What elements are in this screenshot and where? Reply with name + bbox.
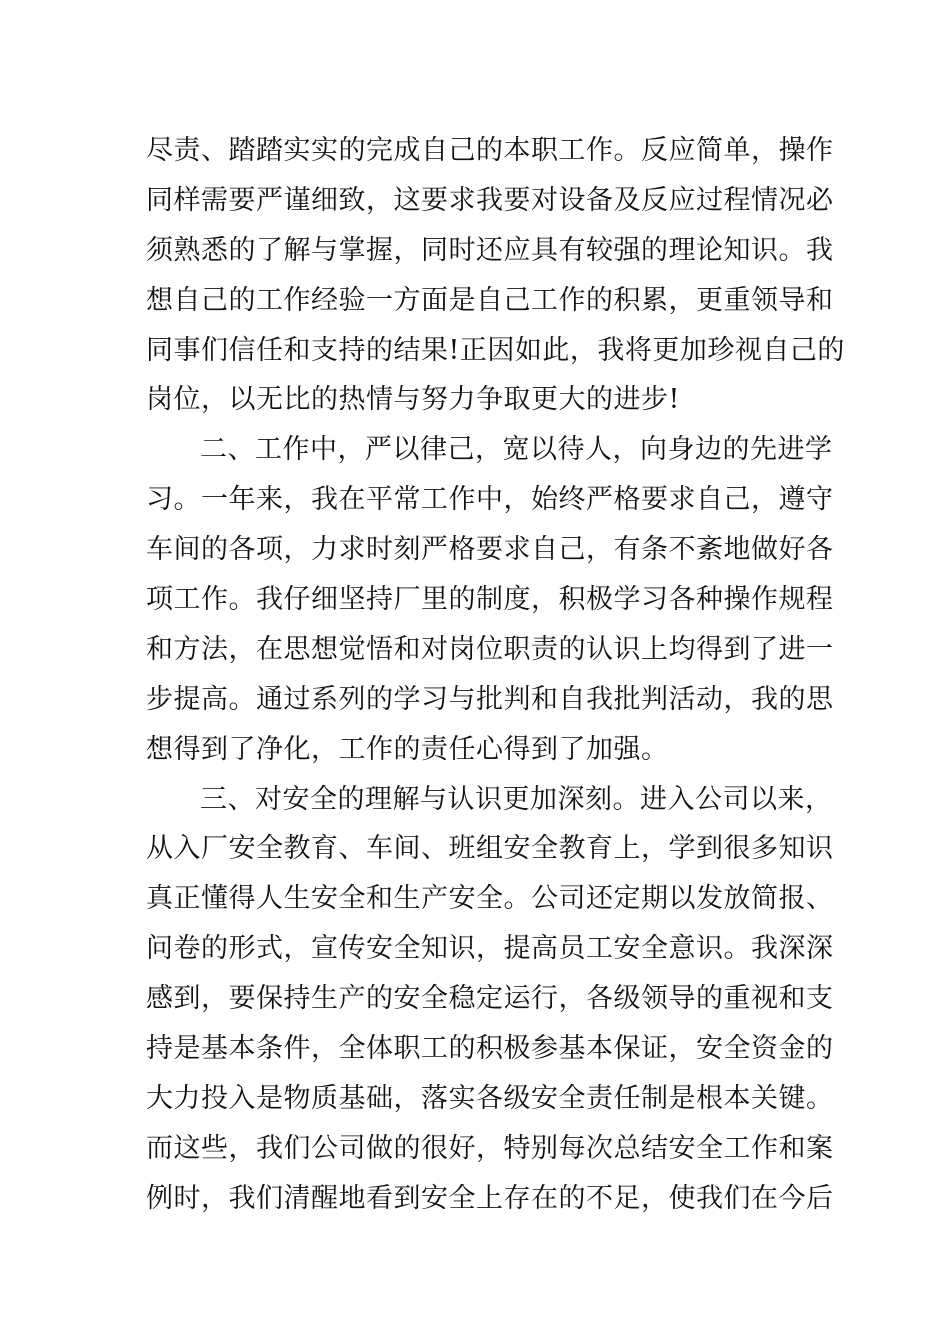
text-line: 和方法，在思想觉悟和对岗位职责的认识上均得到了进一 bbox=[146, 633, 834, 665]
text-line-first: 三、对安全的理解与认识更加深刻。进入公司以来， bbox=[200, 783, 833, 815]
text-line: 想得到了净化，工作的责任心得到了加强。 bbox=[146, 733, 669, 765]
text-line: 而这些，我们公司做的很好，特别每次总结安全工作和案 bbox=[146, 1132, 834, 1164]
paragraph-1 bbox=[146, 126, 845, 425]
text-line: 感到，要保持生产的安全稳定运行，各级领导的重视和支 bbox=[146, 983, 834, 1015]
text-line: 大力投入是物质基础，落实各级安全责任制是根本关键。 bbox=[146, 1082, 834, 1114]
text-line: 例时，我们清醒地看到安全上存在的不足，使我们在今后 bbox=[146, 1182, 834, 1214]
text-line: 问卷的形式，宣传安全知识，提高员工安全意识。我深深 bbox=[146, 933, 834, 965]
text-line: 车间的各项，力求时刻严格要求自己，有条不紊地做好各 bbox=[146, 534, 834, 566]
text-line: 尽责、踏踏实实的完成自己的本职工作。反应简单，操作 bbox=[146, 135, 834, 166]
text-line: 步提高。通过系列的学习与批判和自我批判活动，我的思 bbox=[146, 683, 834, 715]
text-line: 真正懂得人生安全和生产安全。公司还定期以发放简报、 bbox=[146, 883, 834, 915]
text-line: 持是基本条件，全体职工的积极参基本保证，安全资金的 bbox=[146, 1033, 834, 1065]
text-line: 习。一年来，我在平常工作中，始终严格要求自己，遵守 bbox=[146, 484, 834, 516]
text-line: 同事们信任和支持的结果!正因如此，我将更加珍视自己的 bbox=[146, 334, 845, 366]
text-line-first: 二、工作中，严以律己，宽以待人，向身边的先进学 bbox=[200, 434, 833, 466]
text-line: 岗位，以无比的热情与努力争取更大的进步! bbox=[146, 384, 680, 416]
document-body bbox=[146, 126, 845, 1224]
paragraph-3 bbox=[146, 775, 834, 1224]
text-line: 想自己的工作经验一方面是自己工作的积累，更重领导和 bbox=[146, 284, 834, 316]
text-line: 同样需要严谨细致，这要求我要对设备及反应过程情况必 bbox=[146, 184, 834, 216]
paragraph-2 bbox=[146, 425, 834, 774]
text-line: 须熟悉的了解与掌握，同时还应具有较强的理论知识。我 bbox=[146, 234, 834, 266]
text-line: 从入厂安全教育、车间、班组安全教育上，学到很多知识 bbox=[146, 833, 834, 865]
text-line: 项工作。我仔细坚持厂里的制度，积极学习各种操作规程 bbox=[146, 584, 834, 616]
